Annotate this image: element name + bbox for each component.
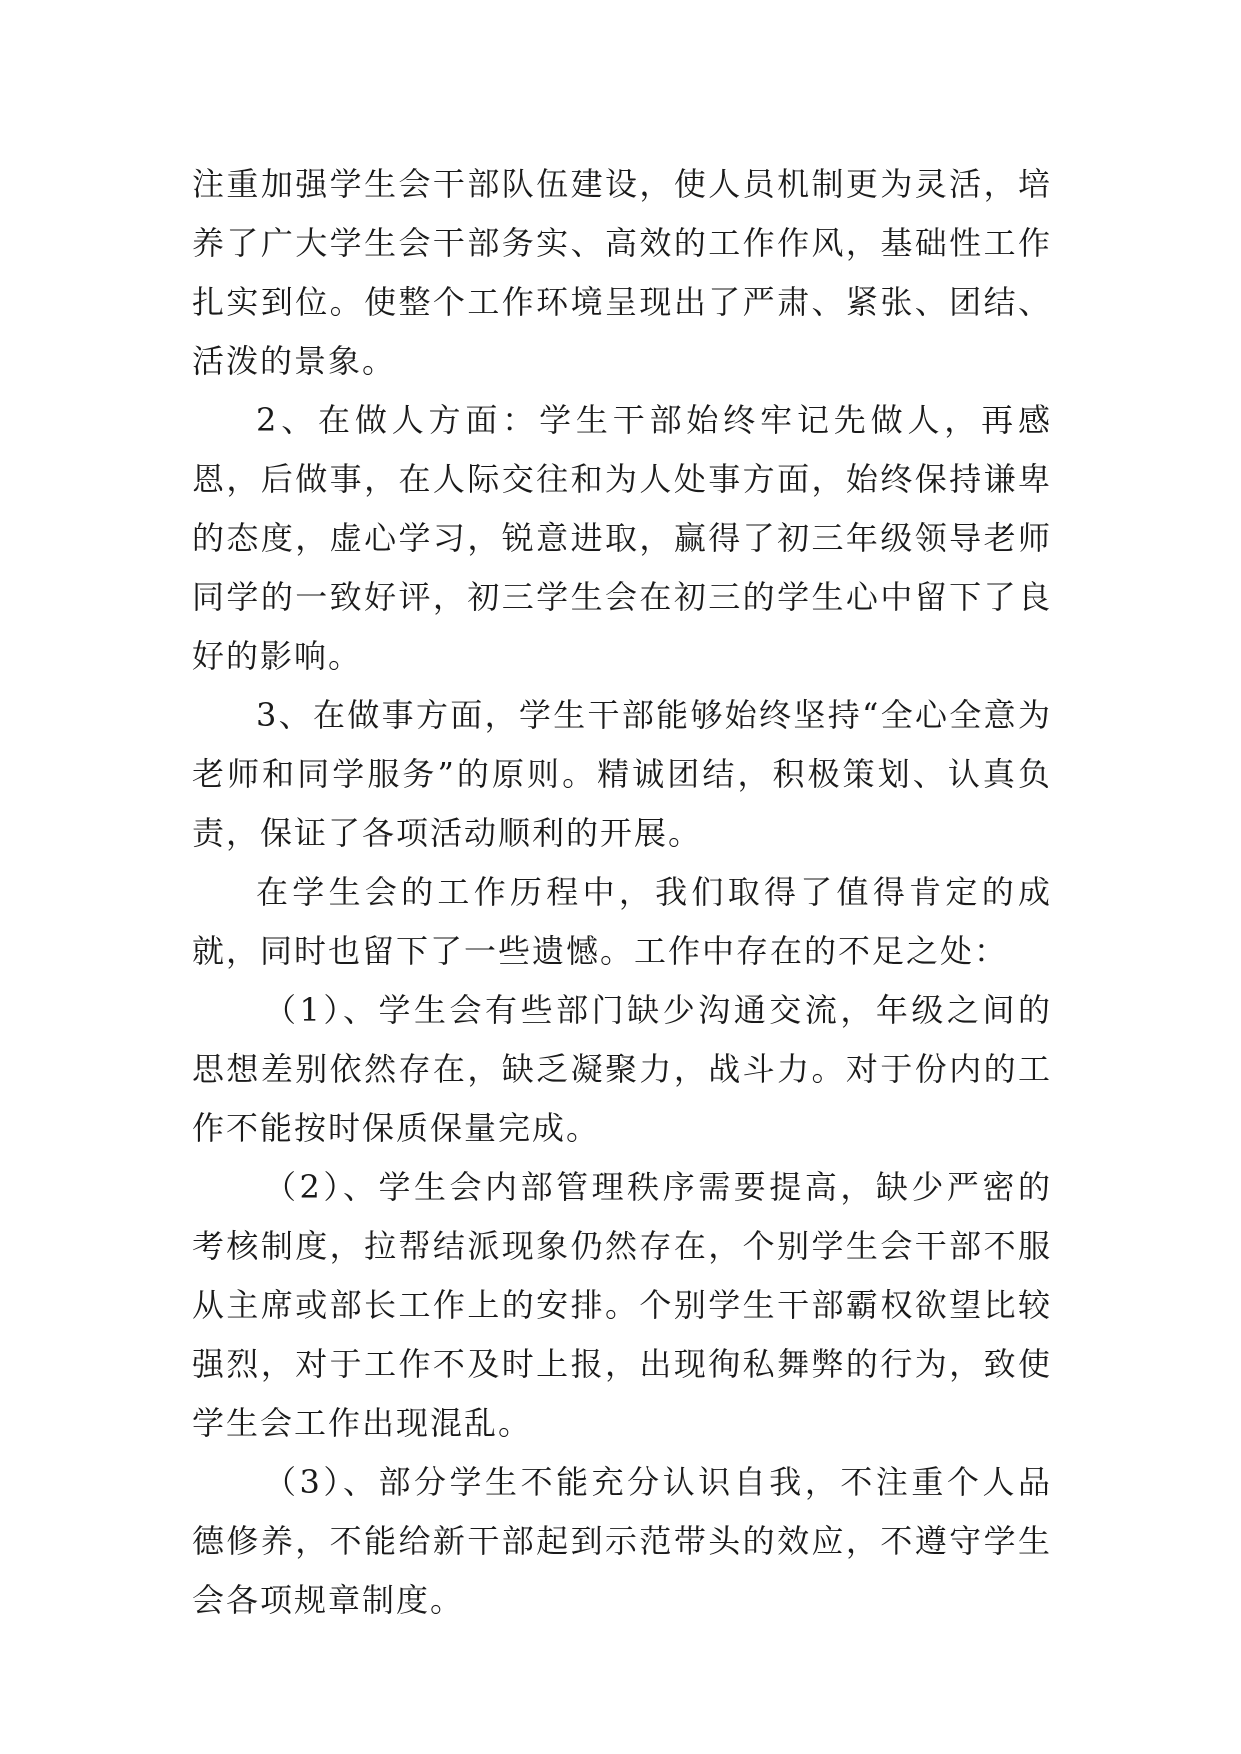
paragraph-team-building: 注重加强学生会干部队伍建设，使人员机制更为灵活，培养了广大学生会干部务实、高效的工作作风，基础性工作扎实到位。使整个工作环境呈现出了严肃、紧张、团结、活泼的景象。 [192, 165, 1052, 380]
paragraph-summary: 在学生会的工作历程中，我们取得了值得肯定的成就，同时也留下了一些遗憾。工作中存在的不足之处： [192, 873, 1052, 970]
document-body [192, 155, 1052, 1630]
paragraph-work: 3、在做事方面，学生干部能够始终坚持“全心全意为老师和同学服务”的原则。精诚团结，积极策划、认真负责，保证了各项活动顺利的开展。 [192, 696, 1052, 852]
paragraph-shortcoming-3: （3）、部分学生不能充分认识自我，不注重个人品德修养，不能给新干部起到示范带头的效应，不遵守学生会各项规章制度。 [192, 1463, 1052, 1619]
paragraph-conduct: 2、在做人方面：学生干部始终牢记先做人，再感恩，后做事，在人际交往和为人处事方面，始终保持谦卑的态度，虚心学习，锐意进取，赢得了初三年级领导老师同学的一致好评，初三学生会在初三的学生心中留下了良好的影响。 [192, 401, 1052, 675]
paragraph-shortcoming-1: （1）、学生会有些部门缺少沟通交流，年级之间的思想差别依然存在，缺乏凝聚力，战斗力。对于份内的工作不能按时保质保量完成。 [192, 991, 1052, 1147]
paragraph-shortcoming-2: （2）、学生会内部管理秩序需要提高，缺少严密的考核制度，拉帮结派现象仍然存在，个别学生会干部不服从主席或部长工作上的安排。个别学生干部霸权欲望比较强烈，对于工作不及时上报，出现徇私舞弊的行为，致使学生会工作出现混乱。 [192, 1168, 1052, 1442]
